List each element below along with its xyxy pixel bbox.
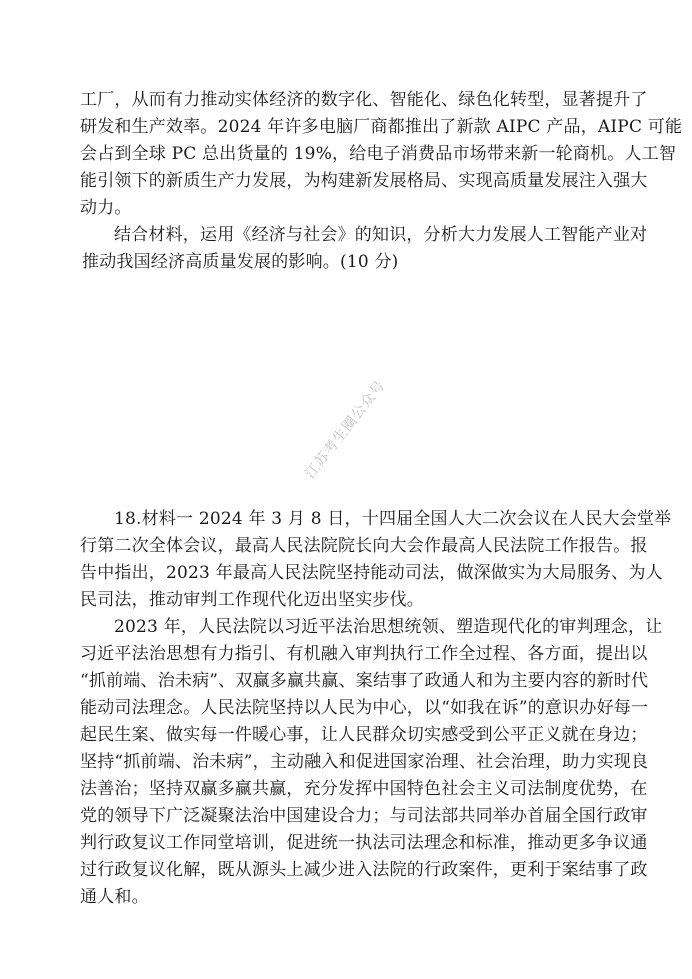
material-line: 能引领下的新质生产力发展，为构建新发展格局、实现高质量发展注入强大 bbox=[80, 171, 648, 191]
watermark-text: 江苏考生圈公众号 bbox=[302, 377, 389, 482]
material-line: 坚持“抓前端、治未病”，主动融入和促进国家治理、社会治理，助力实现良 bbox=[80, 752, 649, 772]
question-line: 结合材料，运用《经济与社会》的知识，分析大力发展人工智能产业对 bbox=[114, 225, 648, 245]
material-line: “抓前端、治未病”、双赢多赢共赢、案结事了政通人和为主要内容的新时代 bbox=[80, 671, 649, 691]
material-line: 动力。 bbox=[80, 198, 132, 218]
material-line: 党的领导下广泛凝聚法治中国建设合力；与司法部共同举办首届全国行政审 bbox=[80, 806, 648, 826]
question-line: 推动我国经济高质量发展的影响。(10 分) bbox=[82, 252, 399, 272]
material-line: 通人和。 bbox=[80, 887, 149, 907]
material-line: 研发和生产效率。2024 年许多电脑厂商都推出了新款 AIPC 产品，AIPC 可能 bbox=[80, 117, 683, 137]
material-line: 民司法，推动审判工作现代化迈出坚实步伐。 bbox=[80, 590, 424, 610]
material-line: 起民生案、做实每一件暖心事，让人民群众切实感受到公平正义就在身边； bbox=[80, 725, 648, 745]
material-line: 判行政复议工作同堂培训，促进统一执法司法理念和标准，推动更多争议通 bbox=[80, 833, 648, 853]
material-line: 会占到全球 PC 总出货量的 19%，给电子消费品市场带来新一轮商机。人工智 bbox=[80, 144, 677, 164]
material-line: 能动司法理念。人民法院坚持以人民为中心，以“如我在诉”的意识办好每一 bbox=[80, 698, 649, 718]
material-line: 行第二次全体会议，最高人民法院院长向大会作最高人民法院工作报告。报 bbox=[80, 536, 648, 556]
material-line: 过行政复议化解，既从源头上减少进入法院的行政案件，更利于案结事了政 bbox=[80, 860, 648, 880]
material-line: 法善治；坚持双赢多赢共赢，充分发挥中国特色社会主义司法制度优势，在 bbox=[80, 779, 648, 799]
material-line: 习近平法治思想有力指引、有机融入审判执行工作全过程、各方面，提出以 bbox=[80, 644, 648, 664]
material-line: 2023 年，人民法院以习近平法治思想统领、塑造现代化的审判理念，让 bbox=[114, 617, 663, 637]
material-line: 工厂，从而有力推动实体经济的数字化、智能化、绿色化转型，显著提升了 bbox=[80, 90, 648, 110]
material-line: 18.材料一 2024 年 3 月 8 日，十四届全国人大二次会议在人民大会堂举 bbox=[114, 509, 672, 529]
material-line: 告中指出，2023 年最高人民法院坚持能动司法，做深做实为大局服务、为人 bbox=[80, 563, 663, 583]
